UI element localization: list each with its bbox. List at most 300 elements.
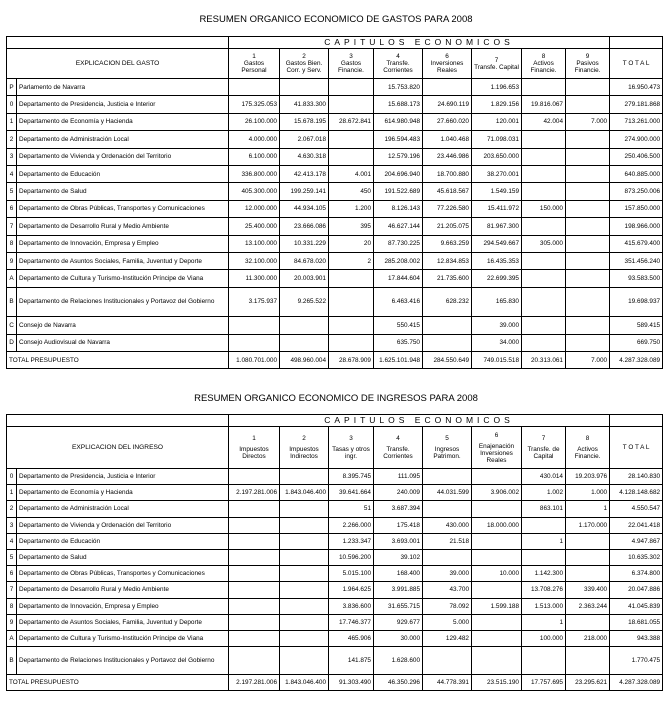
row-value: 199.259.141 [280, 183, 329, 200]
row-value [566, 549, 610, 565]
column-header [472, 427, 522, 469]
column-header [566, 427, 610, 469]
row-value: 339.400 [566, 582, 610, 598]
row-value [423, 549, 472, 565]
row-name: Parlamento de Navarra [17, 79, 229, 96]
grand-total: 4.287.328.089 [610, 352, 663, 369]
row-value [423, 647, 472, 675]
row-value: 1.196.653 [472, 79, 522, 96]
row-value [566, 148, 610, 165]
row-total: 20.047.886 [610, 582, 663, 598]
row-code: P [7, 79, 17, 96]
row-value: 218.000 [566, 630, 610, 646]
row-value [229, 501, 280, 517]
row-total: 28.140.830 [610, 469, 663, 485]
row-value: 39.000 [472, 317, 522, 334]
row-value: 129.482 [423, 630, 472, 646]
row-value: 10.596.200 [329, 549, 374, 565]
table-row [7, 218, 663, 235]
total-header: T O T A L [610, 49, 663, 79]
row-code: 1 [7, 485, 17, 501]
row-total: 19.698.937 [610, 287, 663, 317]
row-value [329, 334, 374, 351]
row-total: 943.388 [610, 630, 663, 646]
row-total: 274.900.000 [610, 131, 663, 148]
row-value: 17.844.604 [374, 270, 423, 287]
row-value: 628.232 [423, 287, 472, 317]
row-value: 19.816.067 [522, 96, 566, 113]
row-value: 18.700.880 [423, 165, 472, 182]
row-value [280, 517, 329, 533]
column-label: Activos Financie. [574, 446, 601, 460]
table-row [7, 598, 663, 614]
row-code: 9 [7, 252, 17, 269]
row-value: 13.100.000 [229, 235, 280, 252]
row-value [522, 79, 566, 96]
table-row [7, 517, 663, 533]
grand-total: 4.287.328.089 [610, 674, 663, 690]
row-value: 1.142.300 [522, 566, 566, 582]
column-label: Enajenación Inversiones Reales [478, 442, 515, 464]
row-value: 20.003.901 [280, 270, 329, 287]
row-total: 415.679.400 [610, 235, 663, 252]
row-value [229, 533, 280, 549]
table-row [7, 501, 663, 517]
row-code: 8 [7, 235, 17, 252]
row-value: 550.415 [374, 317, 423, 334]
total-value: 2.197.281.006 [229, 674, 280, 690]
row-value [329, 270, 374, 287]
row-value: 430.000 [423, 517, 472, 533]
row-value [522, 647, 566, 675]
column-header [522, 49, 566, 79]
row-total: 4.128.148.682 [610, 485, 663, 501]
row-value: 39.641.664 [329, 485, 374, 501]
row-value: 23.446.986 [423, 148, 472, 165]
row-value: 27.660.020 [423, 113, 472, 130]
row-value: 38.270.001 [472, 165, 522, 182]
column-number: 7 [494, 56, 499, 64]
row-name: Departamento de Economía y Hacienda [17, 113, 229, 130]
row-total: 157.850.000 [610, 200, 663, 217]
column-header [229, 49, 280, 79]
row-value: 6.100.000 [229, 148, 280, 165]
row-value: 11.300.000 [229, 270, 280, 287]
explicacion-header: EXPLICACION DEL GASTO [7, 49, 229, 79]
capitulos-label: CAPITULOS ECONOMICOS [229, 37, 610, 49]
row-value: 3.693.001 [374, 533, 423, 549]
row-value: 44.031.599 [423, 485, 472, 501]
row-value: 863.101 [522, 501, 566, 517]
total-header: T O T A L [610, 427, 663, 469]
row-value: 395 [329, 218, 374, 235]
row-name: Departamento de Presidencia, Justicia e Interior [17, 469, 229, 485]
row-value: 24.690.119 [423, 96, 472, 113]
row-value: 2 [329, 252, 374, 269]
gastos-table [6, 36, 663, 369]
row-value: 81.967.300 [472, 218, 522, 235]
table-row [7, 131, 663, 148]
column-label: Tasas y otros ingr. [332, 446, 370, 460]
row-value: 18.000.000 [472, 517, 522, 533]
column-header [423, 427, 472, 469]
row-total: 198.966.000 [610, 218, 663, 235]
row-value [566, 334, 610, 351]
row-name: Departamento de Educación [17, 533, 229, 549]
row-value: 929.677 [374, 614, 423, 630]
ingresos-table [6, 414, 663, 691]
row-value: 3.836.600 [329, 598, 374, 614]
row-value [329, 148, 374, 165]
row-value: 16.435.353 [472, 252, 522, 269]
row-value [229, 334, 280, 351]
row-value [566, 96, 610, 113]
row-value [229, 79, 280, 96]
row-code: 2 [7, 131, 17, 148]
row-value [423, 79, 472, 96]
row-value: 15.753.820 [374, 79, 423, 96]
row-code: 6 [7, 566, 17, 582]
row-value [566, 566, 610, 582]
column-header [229, 427, 280, 469]
row-value: 22.699.395 [472, 270, 522, 287]
row-code: D [7, 334, 17, 351]
row-value: 8.126.143 [374, 200, 423, 217]
row-value [329, 317, 374, 334]
total-value: 23.295.621 [566, 674, 610, 690]
row-value: 196.594.483 [374, 131, 423, 148]
column-number: 2 [302, 435, 306, 442]
row-value: 21.205.075 [423, 218, 472, 235]
column-label: Inversiones Reales [430, 60, 464, 74]
row-value: 1.964.625 [329, 582, 374, 598]
row-value: 294.549.667 [472, 235, 522, 252]
header-spacer [7, 37, 229, 49]
row-value: 1.843.046.400 [280, 485, 329, 501]
row-value [522, 218, 566, 235]
row-value: 203.650.000 [472, 148, 522, 165]
row-value [280, 647, 329, 675]
row-value: 3.175.937 [229, 287, 280, 317]
row-value: 405.300.000 [229, 183, 280, 200]
row-value: 12.579.196 [374, 148, 423, 165]
total-presupuesto-label: TOTAL PRESUPUESTO [7, 674, 229, 690]
row-value [229, 317, 280, 334]
ingresos-title: RESUMEN ORGANICO ECONOMICO DE INGRESOS PARA 2008 [194, 393, 478, 404]
row-value [566, 183, 610, 200]
total-value: 1.080.701.000 [229, 352, 280, 369]
row-total: 6.374.800 [610, 566, 663, 582]
column-header [472, 49, 522, 79]
row-value [472, 501, 522, 517]
row-value [566, 131, 610, 148]
row-value [229, 630, 280, 646]
row-value [280, 79, 329, 96]
row-code: B [7, 647, 17, 675]
row-value: 1.599.188 [472, 598, 522, 614]
row-name: Departamento de Asuntos Sociales, Familia, Juventud y Deporte [17, 614, 229, 630]
row-value: 87.730.225 [374, 235, 423, 252]
table-row [7, 614, 663, 630]
row-value [229, 549, 280, 565]
row-name: Departamento de Salud [17, 549, 229, 565]
total-value: 28.678.909 [329, 352, 374, 369]
row-value: 1.200 [329, 200, 374, 217]
row-name: Departamento de Relaciones Institucionales y Portavoz del Gobierno [17, 647, 229, 675]
column-number: 2 [302, 53, 306, 60]
row-name: Departamento de Vivienda y Ordenación del Territorio [17, 517, 229, 533]
row-value: 635.750 [374, 334, 423, 351]
row-name: Departamento de Presidencia, Justicia e Interior [17, 96, 229, 113]
table-row [7, 549, 663, 565]
row-value: 5.015.100 [329, 566, 374, 582]
column-header [329, 427, 374, 469]
row-name: Departamento de Relaciones Institucionales y Portavoz del Gobierno [17, 287, 229, 317]
row-value: 120.001 [472, 113, 522, 130]
row-value: 12.000.000 [229, 200, 280, 217]
column-header-row [7, 49, 663, 79]
column-number: 6 [445, 53, 449, 60]
row-value: 25.400.000 [229, 218, 280, 235]
table-row [7, 165, 663, 182]
row-value: 71.098.031 [472, 131, 522, 148]
row-value: 44.934.105 [280, 200, 329, 217]
row-value: 175.418 [374, 517, 423, 533]
row-value: 9.663.259 [423, 235, 472, 252]
total-value: 23.515.190 [472, 674, 522, 690]
row-value [566, 647, 610, 675]
row-value: 32.100.000 [229, 252, 280, 269]
column-number: 1 [252, 435, 256, 442]
table-row [7, 183, 663, 200]
row-value: 46.627.144 [374, 218, 423, 235]
total-presupuesto-label: TOTAL PRESUPUESTO [7, 352, 229, 369]
row-value: 465.906 [329, 630, 374, 646]
column-label: Transfe. Corrientes [383, 446, 413, 460]
column-number: 3 [349, 435, 353, 442]
row-value [229, 614, 280, 630]
column-header [280, 49, 329, 79]
row-value: 2.067.018 [280, 131, 329, 148]
row-value [566, 218, 610, 235]
column-label: Impuestos Directos [239, 446, 269, 460]
row-value [566, 200, 610, 217]
header-spacer [610, 415, 663, 427]
row-value [472, 614, 522, 630]
column-label: Pasivos Financie. [574, 60, 601, 74]
row-value: 4.001 [329, 165, 374, 182]
column-label: Transfe. Corrientes [383, 60, 413, 74]
row-code: 9 [7, 614, 17, 630]
row-value [280, 501, 329, 517]
row-value: 15.411.972 [472, 200, 522, 217]
column-header [280, 427, 329, 469]
row-value: 305.000 [522, 235, 566, 252]
row-value [472, 582, 522, 598]
row-value [522, 131, 566, 148]
column-label: Gastos Financie. [338, 60, 364, 74]
row-value: 1 [522, 614, 566, 630]
column-label: Transfe. de Capital [527, 446, 560, 460]
header-spacer [610, 37, 663, 49]
row-total: 16.950.473 [610, 79, 663, 96]
row-value [229, 469, 280, 485]
row-code: C [7, 317, 17, 334]
row-code: 3 [7, 517, 17, 533]
row-value: 2.363.244 [566, 598, 610, 614]
total-value: 7.000 [566, 352, 610, 369]
row-value: 28.672.841 [329, 113, 374, 130]
column-number: 8 [541, 53, 546, 60]
row-total: 713.261.000 [610, 113, 663, 130]
row-value: 150.000 [522, 200, 566, 217]
row-value: 8.395.745 [329, 469, 374, 485]
row-value: 41.833.300 [280, 96, 329, 113]
column-label: Activos Financie. [530, 60, 557, 74]
row-value: 141.875 [329, 647, 374, 675]
row-value: 1 [566, 501, 610, 517]
table-row [7, 96, 663, 113]
row-value: 10.331.229 [280, 235, 329, 252]
table-row [7, 235, 663, 252]
row-value: 2.197.281.006 [229, 485, 280, 501]
row-value: 21.518 [423, 533, 472, 549]
column-header [329, 49, 374, 79]
row-value: 30.000 [374, 630, 423, 646]
row-total: 22.041.418 [610, 517, 663, 533]
row-total: 351.456.240 [610, 252, 663, 269]
row-value [329, 96, 374, 113]
explicacion-header: EXPLICACION DEL INGRESO [7, 427, 229, 469]
row-value [522, 148, 566, 165]
table-row [7, 566, 663, 582]
row-value [280, 317, 329, 334]
row-value: 3.991.885 [374, 582, 423, 598]
table-row [7, 148, 663, 165]
row-code: 7 [7, 582, 17, 598]
row-code: 5 [7, 549, 17, 565]
row-name: Departamento de Obras Públicas, Transportes y Comunicaciones [17, 200, 229, 217]
table-row [7, 79, 663, 96]
column-header [374, 49, 423, 79]
row-value: 2.266.000 [329, 517, 374, 533]
row-code: 4 [7, 533, 17, 549]
row-value [423, 469, 472, 485]
row-value: 78.092 [423, 598, 472, 614]
row-value: 42.004 [522, 113, 566, 130]
row-name: Consejo Audiovisual de Navarra [17, 334, 229, 351]
row-value: 111.095 [374, 469, 423, 485]
row-value: 100.000 [522, 630, 566, 646]
row-value: 31.655.715 [374, 598, 423, 614]
row-value: 1 [522, 533, 566, 549]
row-value: 240.009 [374, 485, 423, 501]
row-value [423, 501, 472, 517]
row-code: 1 [7, 113, 17, 130]
row-code: 6 [7, 200, 17, 217]
row-value: 4.630.318 [280, 148, 329, 165]
total-value: 284.550.649 [423, 352, 472, 369]
row-total: 669.750 [610, 334, 663, 351]
table-row [7, 317, 663, 334]
row-value [280, 630, 329, 646]
row-value: 7.000 [566, 113, 610, 130]
row-value: 3.687.394 [374, 501, 423, 517]
row-name: Departamento de Educación [17, 165, 229, 182]
row-value [522, 183, 566, 200]
row-value: 17.746.377 [329, 614, 374, 630]
row-value: 450 [329, 183, 374, 200]
column-label: Transfe. Capital [474, 63, 519, 71]
row-value [472, 549, 522, 565]
row-name: Departamento de Administración Local [17, 131, 229, 148]
row-value: 34.000 [472, 334, 522, 351]
row-value: 19.203.976 [566, 469, 610, 485]
row-value: 39.102 [374, 549, 423, 565]
row-name: Departamento de Vivienda y Ordenación del Territorio [17, 148, 229, 165]
row-value [522, 165, 566, 182]
total-value: 498.960.004 [280, 352, 329, 369]
total-value: 17.757.695 [522, 674, 566, 690]
row-value: 285.208.002 [374, 252, 423, 269]
table-row [7, 113, 663, 130]
row-total: 18.681.055 [610, 614, 663, 630]
row-value: 26.100.000 [229, 113, 280, 130]
row-code: A [7, 630, 17, 646]
column-number: 8 [585, 435, 590, 442]
row-name: Departamento de Asuntos Sociales, Familia, Juventud y Deporte [17, 252, 229, 269]
row-code: 8 [7, 598, 17, 614]
row-code: 2 [7, 501, 17, 517]
row-total: 640.885.000 [610, 165, 663, 182]
table-row [7, 469, 663, 485]
row-value [280, 614, 329, 630]
column-number: 3 [349, 53, 353, 60]
table-row [7, 647, 663, 675]
row-value [522, 317, 566, 334]
row-value: 42.413.178 [280, 165, 329, 182]
row-value [229, 582, 280, 598]
row-value: 23.666.086 [280, 218, 329, 235]
row-value [229, 647, 280, 675]
column-header-row [7, 427, 663, 469]
column-header [566, 49, 610, 79]
row-total: 41.045.839 [610, 598, 663, 614]
row-value [229, 517, 280, 533]
row-value: 1.628.600 [374, 647, 423, 675]
row-value: 430.014 [522, 469, 566, 485]
row-code: 4 [7, 165, 17, 182]
table-row [7, 485, 663, 501]
row-total: 4.550.547 [610, 501, 663, 517]
row-code: 5 [7, 183, 17, 200]
row-name: Departamento de Innovación, Empresa y Empleo [17, 235, 229, 252]
row-name: Departamento de Economía y Hacienda [17, 485, 229, 501]
row-value: 43.700 [423, 582, 472, 598]
row-value: 51 [329, 501, 374, 517]
row-value: 9.265.522 [280, 287, 329, 317]
row-value [423, 334, 472, 351]
column-number: 5 [445, 435, 449, 442]
column-header [374, 427, 423, 469]
total-value: 44.778.391 [423, 674, 472, 690]
row-value [423, 317, 472, 334]
row-value: 614.980.948 [374, 113, 423, 130]
gastos-title: RESUMEN ORGANICO ECONOMICO DE GASTOS PARA 2008 [199, 14, 473, 25]
row-value [280, 334, 329, 351]
row-value: 15.678.195 [280, 113, 329, 130]
total-value: 20.313.061 [522, 352, 566, 369]
